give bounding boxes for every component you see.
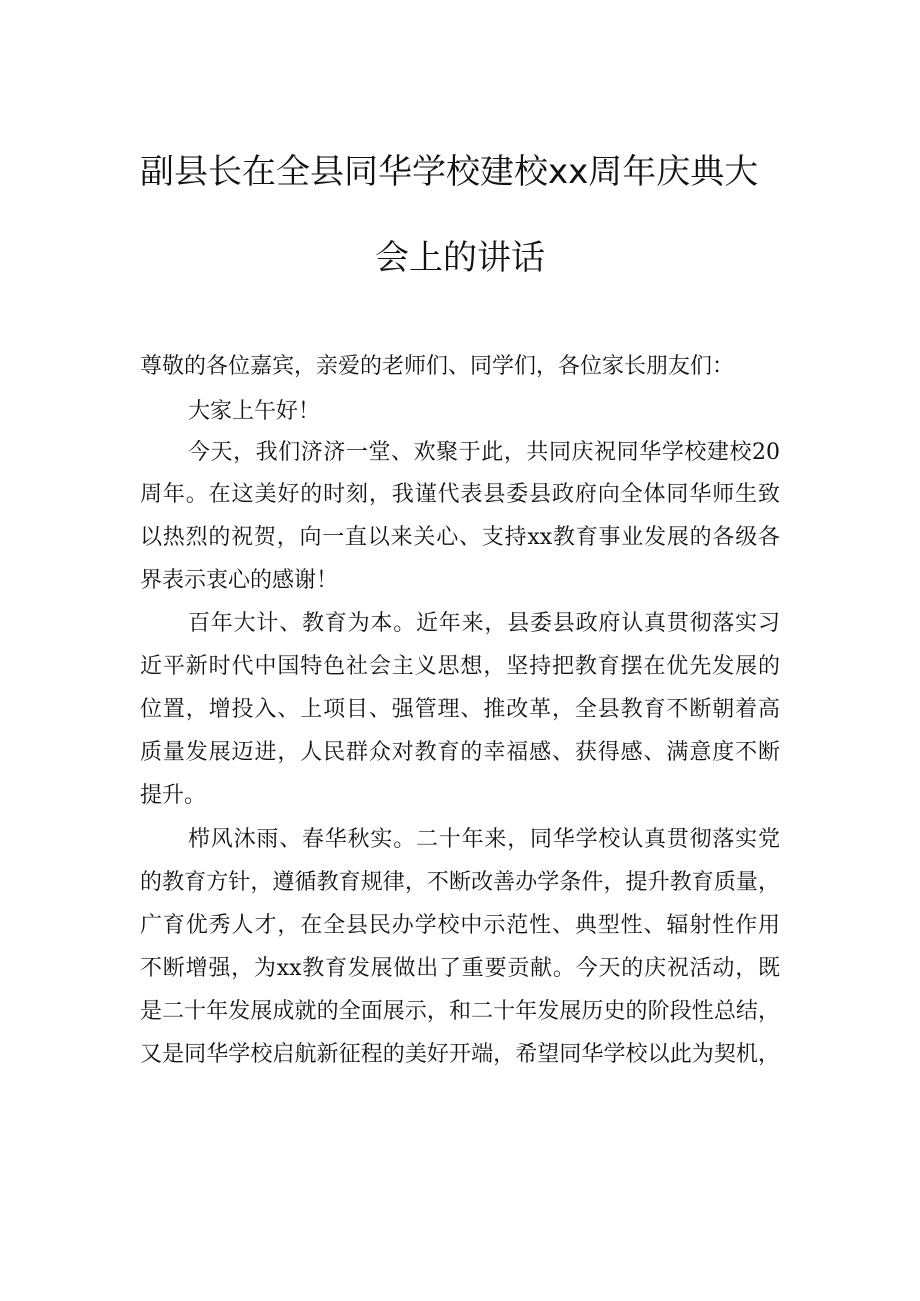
paragraph-2-line-1: 百年大计、教育为本。近年来，县委县政府认真贯彻落实习 xyxy=(188,611,780,636)
paragraph-3-line-2: 的教育方针，遵循教育规律，不断改善办学条件，提升教育质量， xyxy=(140,870,780,895)
paragraph-1-line-3: 以热烈的祝贺，向一直以来关心、支持xx教育事业发展的各级各 xyxy=(140,525,780,550)
paragraph-3-line-1: 栉风沐雨、春华秋实。二十年来，同华学校认真贯彻落实党 xyxy=(188,827,780,852)
paragraph-2-line-5: 提升。 xyxy=(140,783,207,808)
title-line-1: 副县长在全县同华学校建校xx周年庆典大 xyxy=(140,152,759,192)
paragraph-1-line-4: 界表示衷心的感谢！ xyxy=(140,568,339,593)
paragraph-3-line-5: 是二十年发展成就的全面展示，和二十年发展历史的阶段性总结， xyxy=(140,999,780,1024)
paragraph-2-line-3: 位置，增投入、上项目、强管理、推改革，全县教育不断朝着高 xyxy=(140,697,780,722)
salutation-line: 尊敬的各位嘉宾，亲爱的老师们、同学们，各位家长朋友们： xyxy=(140,354,735,379)
paragraph-1-line-1: 今天，我们济济一堂、欢聚于此，共同庆祝同华学校建校20 xyxy=(188,440,780,465)
paragraph-2-line-2: 近平新时代中国特色社会主义思想，坚持把教育摆在优先发展的 xyxy=(140,654,780,679)
paragraph-3-line-6: 又是同华学校启航新征程的美好开端，希望同华学校以此为契机， xyxy=(140,1042,780,1067)
paragraph-3-line-4: 不断增强，为xx教育发展做出了重要贡献。今天的庆祝活动，既 xyxy=(140,956,780,981)
greeting-line: 大家上午好！ xyxy=(188,399,321,424)
paragraph-3-line-3: 广育优秀人才，在全县民办学校中示范性、典型性、辐射性作用 xyxy=(140,913,780,938)
title-line-2: 会上的讲话 xyxy=(375,238,545,278)
paragraph-2-line-4: 质量发展迈进，人民群众对教育的幸福感、获得感、满意度不断 xyxy=(140,740,780,765)
paragraph-1-line-2: 周年。在这美好的时刻，我谨代表县委县政府向全体同华师生致 xyxy=(140,482,780,507)
